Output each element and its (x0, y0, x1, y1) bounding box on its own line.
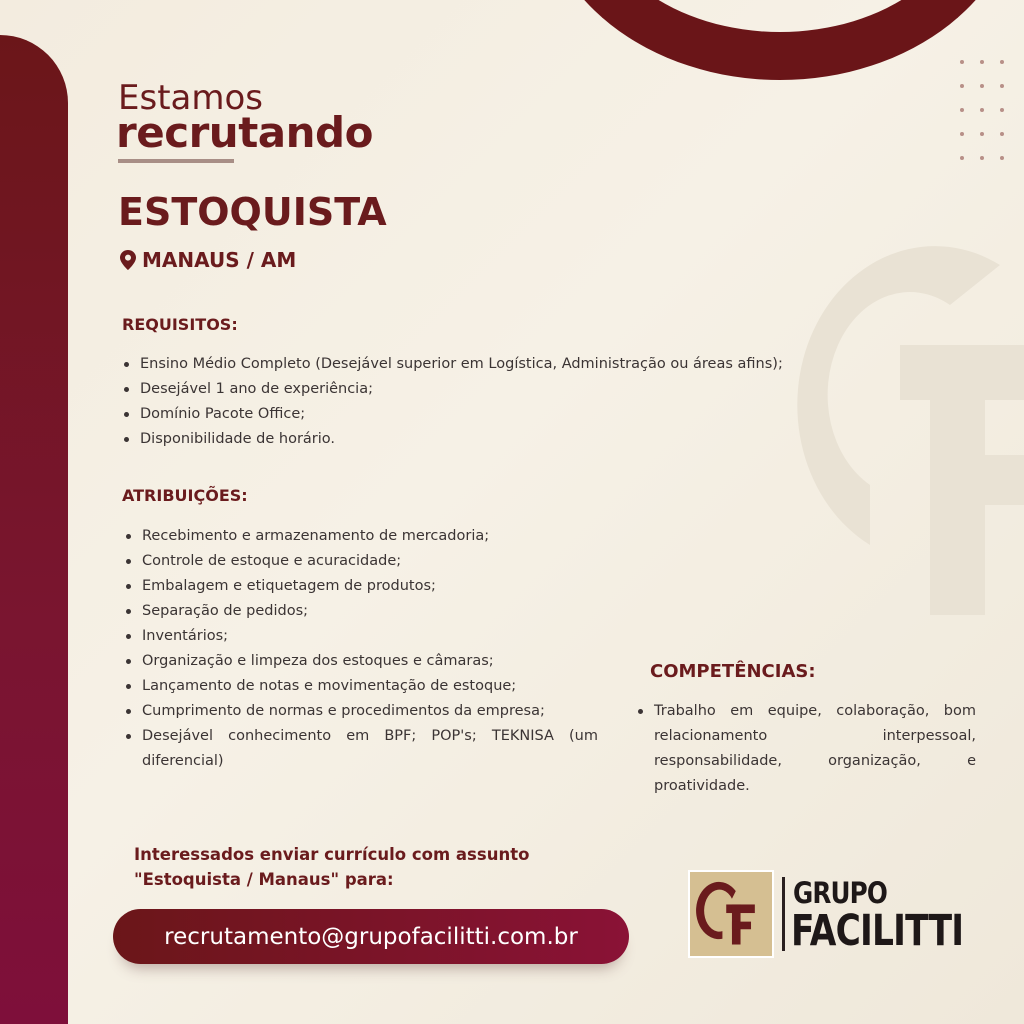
left-decorative-band (0, 35, 68, 1024)
gf-logo-icon (688, 870, 774, 958)
job-location (120, 248, 296, 272)
list-item: Cumprimento de normas e procedimentos da empresa; (122, 699, 598, 724)
list-item: Desejável 1 ano de experiência; (120, 377, 920, 402)
dot-grid-decoration (960, 60, 1020, 190)
email-link[interactable]: recrutamento@grupofacilitti.com.br (113, 909, 629, 964)
list-item: Lançamento de notas e movimentação de estoque; (122, 674, 598, 699)
job-location-text: MANAUS / AM (142, 248, 297, 272)
top-decorative-arc (540, 0, 1020, 80)
map-pin-icon (120, 250, 136, 270)
list-item: Ensino Médio Completo (Desejável superior em Logística, Administração ou áreas afins); (120, 352, 920, 377)
header-line-1: Estamos (118, 78, 263, 118)
list-item: Domínio Pacote Office; (120, 402, 920, 427)
job-title: ESTOQUISTA (118, 190, 387, 234)
cta-text (134, 842, 574, 892)
atribuicoes-heading: ATRIBUIÇÕES: (122, 486, 248, 505)
list-item: Desejável conhecimento em BPF; POP's; TEKNISA (um diferencial) (122, 724, 598, 774)
cta-line-2: "Estoquista / Manaus" para: (134, 870, 394, 889)
list-item: Controle de estoque e acuracidade; (122, 549, 598, 574)
header-underline (118, 159, 234, 163)
logo-divider (782, 877, 785, 951)
requisitos-list (120, 352, 920, 452)
list-item: Disponibilidade de horário. (120, 427, 920, 452)
list-item: Recebimento e armazenamento de mercadoria; (122, 524, 598, 549)
cta-line-1: Interessados enviar currículo com assunto (134, 845, 530, 864)
brand-line-1: GRUPO (793, 876, 888, 910)
competencias-heading: COMPETÊNCIAS: (650, 661, 816, 682)
list-item: Organização e limpeza dos estoques e câmaras; (122, 649, 598, 674)
list-item: Inventários; (122, 624, 598, 649)
atribuicoes-list (122, 524, 598, 774)
list-item: Trabalho em equipe, colaboração, bom relacionamento interpessoal, responsabilidade, organização, e proatividade. (634, 699, 976, 799)
requisitos-heading: REQUISITOS: (122, 315, 238, 334)
competencias-list (634, 699, 976, 799)
brand-line-2: FACILITTI (791, 906, 964, 956)
list-item: Embalagem e etiquetagem de produtos; (122, 574, 598, 599)
header-line-2: recrutando (116, 108, 373, 157)
list-item: Separação de pedidos; (122, 599, 598, 624)
